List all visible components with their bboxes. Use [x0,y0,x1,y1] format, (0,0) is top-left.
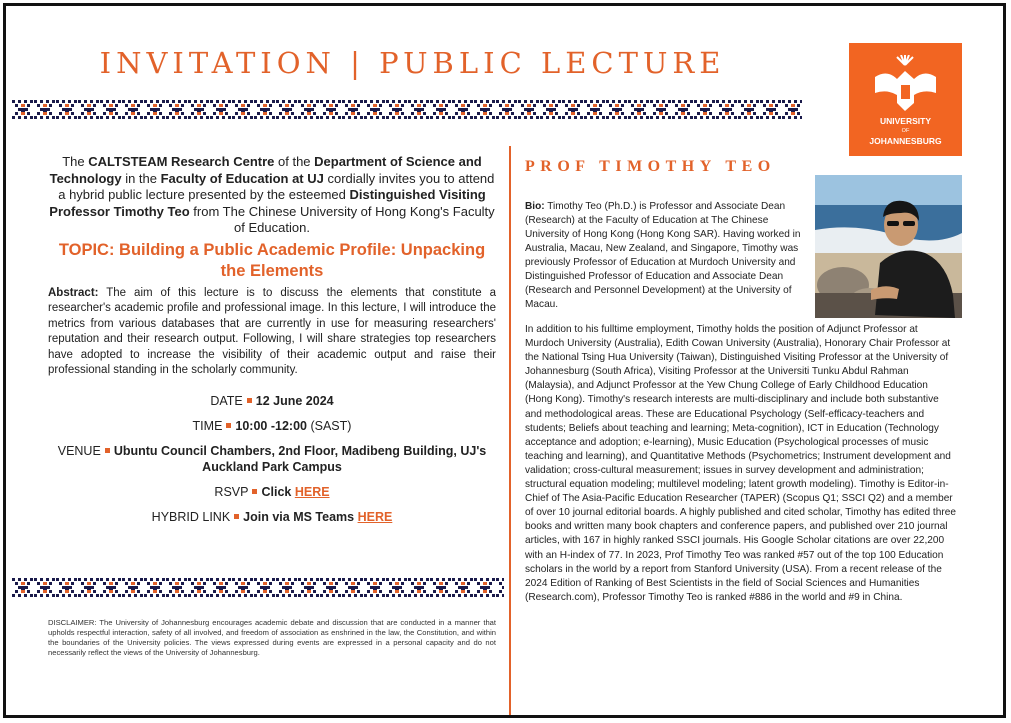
speaker-photo [815,175,962,318]
hybrid-link-row: HYBRID LINK Join via MS Teams HERE [151,509,393,524]
uj-logo [849,43,962,156]
uj-emblem-icon [867,55,944,115]
speaker-bio-extended: In addition to his fulltime employment, Timothy holds the position of Adjunct Professor at Murdoch University (Australia), Edith Cowan University (Australia), Honorary Chair Professor at the National Tsing Hua University (Taiwan), Distinguished Visiting Professor at the University of Johannesburg (South Africa), Visiting Professor at the Universiti Tunku Abdul Rahman (Malaysia), and Adjunct Professor at the Yew Chung College of Early Childhood Education (Hong Kong). Timothy's research interests are multi-disciplinary and include both substantive and methodological areas. These are Educational Psychology (Self-efficacy-teachers and students; Beliefs about teaching and learning; Meta-cognition), ICT in Education (Technology acceptance and adoption; e-learning), Music Education (Psychological processes of music teaching and learning), and Quantitative Methods (Psychometrics; Instrument development and validation; cross-cultural measurement; issues in survey development and administration; structural equation modeling; multilevel modeling; latent growth modeling). Timothy is Editor-in-Chief of The Asia-Pacific Education Researcher (TAPER) (Scopus Q1; SSCI Q2) and a member of over 10 journal editorial boards. A highly published and cited scholar, Timothy has edited three books and written many book chapters and conference papers, and published over 210 journal articles, with 167 in highly ranked SSCI journals. His Google Scholar citations are over 22,200 with an H-index of 77. In 2023, Prof Timothy Teo was ranked #57 out of the top 100 Education scholars in the world by a report from Stanford University (USA). From a recent release of the 2024 Edition of Ranking of Best Scientists in the field of Social Sciences and Humanities (Research.com), Professor Timothy Teo is ranked #886 in the world and #9 in China. [525,324,956,603]
bullet-square-icon [234,514,239,519]
time-value: 10:00 -12:00 [235,418,307,433]
page-title: INVITATION | PUBLIC LECTURE [99,46,726,80]
column-divider [509,146,511,716]
date-value: 12 June 2024 [255,393,334,408]
invitation-intro: The CALTSTEAM Research Centre of the Department of Science and Technology in the Faculty of Education at UJ cordially invites you to attend a hybrid public lecture presented by the esteemed Distinguished Visiting Professor Timothy Teo from The Chinese University of Hong Kong's Faculty of Education. [49,154,495,235]
rsvp-link[interactable]: HERE [294,484,330,499]
abstract-label: Abstract: [48,286,99,299]
abstract-text: The aim of this lecture is to discuss the elements that constitute a researcher's academic profile and professional image. In this lecture, I will introduce the metrics from various databases that are currently in use for measuring researchers' reputation and their research output. Following, I will share strategies top researchers have adopted to increase the visibility of their academic output and raise their professional standing in the scholarly community. [48,286,496,376]
bullet-square-icon [105,448,110,453]
event-details [48,393,496,525]
lecture-topic: TOPIC: Building a Public Academic Profile: Unpacking the Elements [58,240,486,280]
date-row: DATE 12 June 2024 [210,393,334,408]
lecture-details-column [48,154,496,534]
ms-teams-link[interactable]: HERE [357,509,393,524]
rsvp-row: RSVP Click HERE [214,484,330,499]
logo-text: UNIVERSITY OF JOHANNESBURG [869,116,942,146]
speaker-name: PROF TIMOTHY TEO [525,158,776,175]
speaker-bio [525,200,810,312]
invitation-flyer [3,3,1006,718]
decorative-pattern-bottom [12,578,504,598]
abstract [48,286,496,379]
venue-value: Ubuntu Council Chambers, 2nd Floor, Madibeng Building, UJ's Auckland Park Campus [113,443,487,474]
speaker-column [525,158,965,605]
disclaimer: DISCLAIMER: The University of Johannesburg encourages academic debate and discussion that are conducted in a manner that upholds respectful interaction, safety of all involved, and freedom of association as enshrined in the law, the Constitution, and within the boundaries of the University policies. The views expressed during events are expressed in a personal capacity and do not necessarily reflect the views of the University of Johannesburg. [48,618,496,657]
bio-text: Timothy Teo (Ph.D.) is Professor and Associate Dean (Research) at the Faculty of Education at The Chinese University of Hong Kong (Hong Kong SAR). Having worked in Australia, Macau, New Zealand, and Singapore, Timothy was previously Professor of Education at Murdoch University and Distinguished Professor of Education and Associate Dean (Research and Personnel Development) at the University of Macau. [525,201,801,310]
bullet-square-icon [226,423,231,428]
time-row: TIME 10:00 -12:00 (SAST) [192,418,352,433]
bio-label: Bio: [525,201,545,212]
venue-row: VENUE Ubuntu Council Chambers, 2nd Floor, Madibeng Building, UJ's Auckland Park Campus [57,443,487,474]
decorative-pattern-top [12,100,802,120]
bullet-square-icon [247,398,252,403]
bullet-square-icon [252,489,257,494]
